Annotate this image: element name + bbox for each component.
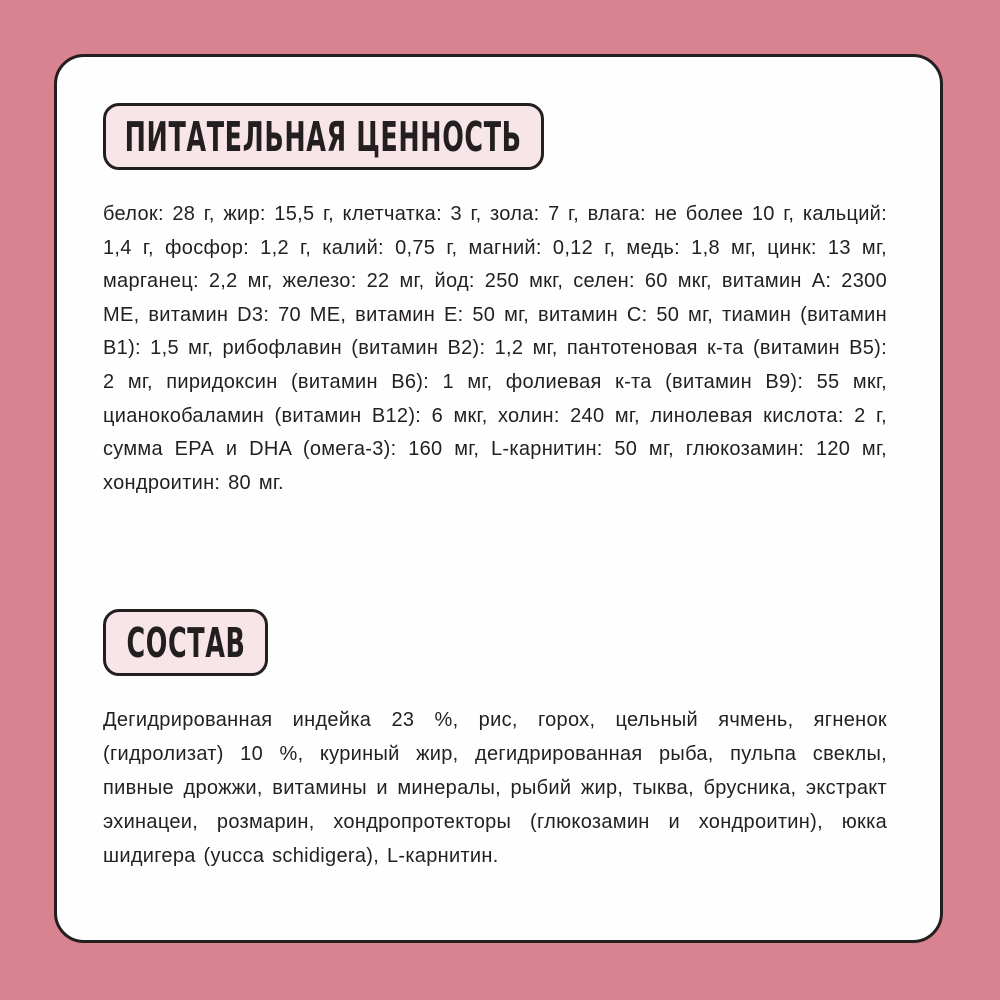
nutrition-heading-badge	[103, 103, 544, 170]
nutrition-text: белок: 28 г, жир: 15,5 г, клетчатка: 3 г, зола: 7 г, влага: не более 10 г, кальций: 1,4 г, фосфор: 1,2 г, калий: 0,75 г, магний: 0,12 г, медь: 1,8 мг, цинк: 13 мг, марганец: 2,2 мг, железо: 22 мг, йод: 250 мкг, селен: 60 мкг, витамин А: 2300 МЕ, витамин D3: 70 МЕ, витамин Е: 50 мг, витамин С: 50 мг, тиамин (витамин В1): 1,5 мг, рибофлавин (витамин В2): 1,2 мг, пантотеновая к-та (витамин В5): 2 мг, пиридоксин (витамин В6): 1 мг, фолиевая к-та (витамин В9): 55 мкг, цианокобаламин (витамин В12): 6 мкг, холин: 240 мг, линолевая кислота: 2 г, сумма ЕРА и DHA (омега-3): 160 мг, L-карнитин: 50 мг, глюкозамин: 120 мг, хондроитин: 80 мг.	[103, 203, 887, 494]
nutrition-heading: ПИТАТЕЛЬНАЯ ЦЕННОСТЬ	[125, 112, 523, 161]
composition-text: Дегидрированная индейка 23 %, рис, горох, цельный ячмень, ягненок (гидролизат) 10 %, куриный жир, дегидрированная рыба, пульпа свеклы, пивные дрожжи, витамины и минералы, рыбий жир, тыква, брусника, экстракт эхинацеи, розмарин, хондропротекторы (глюкозамин и хондроитин), юкка шидигера (yucca schidigera), L-карнитин.	[103, 709, 887, 867]
composition-heading: СОСТАВ	[125, 618, 246, 667]
content-card	[54, 54, 943, 943]
composition-heading-badge	[103, 609, 268, 676]
